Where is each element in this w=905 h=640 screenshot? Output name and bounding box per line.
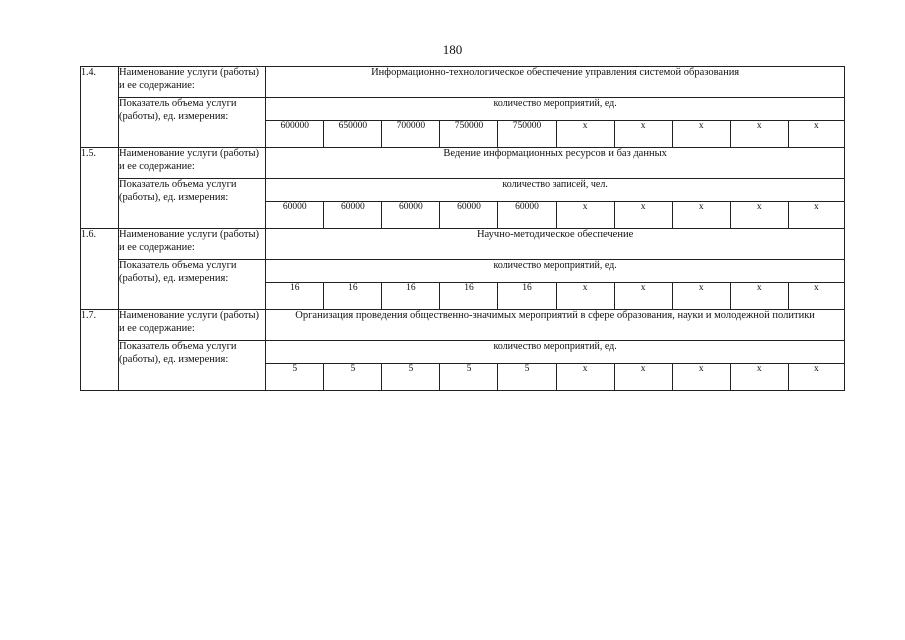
- value-cell: x: [556, 121, 614, 148]
- value-cell: x: [672, 202, 730, 229]
- value-cell: x: [788, 202, 844, 229]
- indicator-unit: количество записей, чел.: [266, 179, 845, 202]
- indicator-row: [81, 98, 845, 121]
- service-name-label: Наименование услуги (работы) и ее содержание:: [119, 229, 266, 260]
- service-content: Научно-методическое обеспечение: [266, 229, 845, 260]
- value-cell: 750000: [440, 121, 498, 148]
- value-cell: 60000: [382, 202, 440, 229]
- value-cell: 5: [266, 364, 324, 391]
- value-cell: 600000: [266, 121, 324, 148]
- value-cell: 60000: [324, 202, 382, 229]
- value-cell: x: [556, 202, 614, 229]
- section-number: 1.4.: [81, 67, 119, 148]
- value-cell: 60000: [266, 202, 324, 229]
- value-cell: x: [730, 283, 788, 310]
- indicator-row: [81, 179, 845, 202]
- value-cell: x: [556, 283, 614, 310]
- page-number: 180: [442, 42, 463, 57]
- service-name-label: Наименование услуги (работы) и ее содержание:: [119, 67, 266, 98]
- value-cell: x: [788, 364, 844, 391]
- indicator-row: [81, 260, 845, 283]
- indicator-unit: количество мероприятий, ед.: [266, 341, 845, 364]
- value-cell: 650000: [324, 121, 382, 148]
- section-row: [81, 310, 845, 341]
- indicator-label: Показатель объема услуги (работы), ед. измерения:: [119, 179, 266, 229]
- section-number: 1.6.: [81, 229, 119, 310]
- indicator-label: Показатель объема услуги (работы), ед. измерения:: [119, 341, 266, 391]
- section-row: [81, 229, 845, 260]
- value-cell: 5: [324, 364, 382, 391]
- value-cell: x: [614, 202, 672, 229]
- indicator-row: [81, 341, 845, 364]
- value-cell: 16: [382, 283, 440, 310]
- value-cell: 16: [440, 283, 498, 310]
- value-cell: 5: [498, 364, 556, 391]
- value-cell: x: [614, 283, 672, 310]
- indicator-label: Показатель объема услуги (работы), ед. измерения:: [119, 260, 266, 310]
- indicator-unit: количество мероприятий, ед.: [266, 260, 845, 283]
- indicator-unit: количество мероприятий, ед.: [266, 98, 845, 121]
- service-name-label: Наименование услуги (работы) и ее содержание:: [119, 148, 266, 179]
- value-cell: x: [614, 121, 672, 148]
- services-table: [80, 66, 845, 391]
- value-cell: 16: [266, 283, 324, 310]
- value-cell: x: [672, 364, 730, 391]
- value-cell: x: [556, 364, 614, 391]
- section-row: [81, 67, 845, 98]
- value-cell: x: [730, 202, 788, 229]
- service-content: Ведение информационных ресурсов и баз данных: [266, 148, 845, 179]
- value-cell: x: [614, 364, 672, 391]
- value-cell: 5: [382, 364, 440, 391]
- value-cell: x: [672, 121, 730, 148]
- section-number: 1.5.: [81, 148, 119, 229]
- value-cell: 700000: [382, 121, 440, 148]
- value-cell: 60000: [498, 202, 556, 229]
- value-cell: x: [730, 121, 788, 148]
- value-cell: 5: [440, 364, 498, 391]
- value-cell: x: [672, 283, 730, 310]
- service-name-label: Наименование услуги (работы) и ее содержание:: [119, 310, 266, 341]
- value-cell: 750000: [498, 121, 556, 148]
- value-cell: 60000: [440, 202, 498, 229]
- service-content: Организация проведения общественно-значимых мероприятий в сфере образования, науки и молодежной политики: [266, 310, 845, 341]
- value-cell: 16: [324, 283, 382, 310]
- value-cell: x: [788, 283, 844, 310]
- indicator-label: Показатель объема услуги (работы), ед. измерения:: [119, 98, 266, 148]
- value-cell: 16: [498, 283, 556, 310]
- value-cell: x: [788, 121, 844, 148]
- section-row: [81, 148, 845, 179]
- section-number: 1.7.: [81, 310, 119, 391]
- service-content: Информационно-технологическое обеспечение управления системой образования: [266, 67, 845, 98]
- value-cell: x: [730, 364, 788, 391]
